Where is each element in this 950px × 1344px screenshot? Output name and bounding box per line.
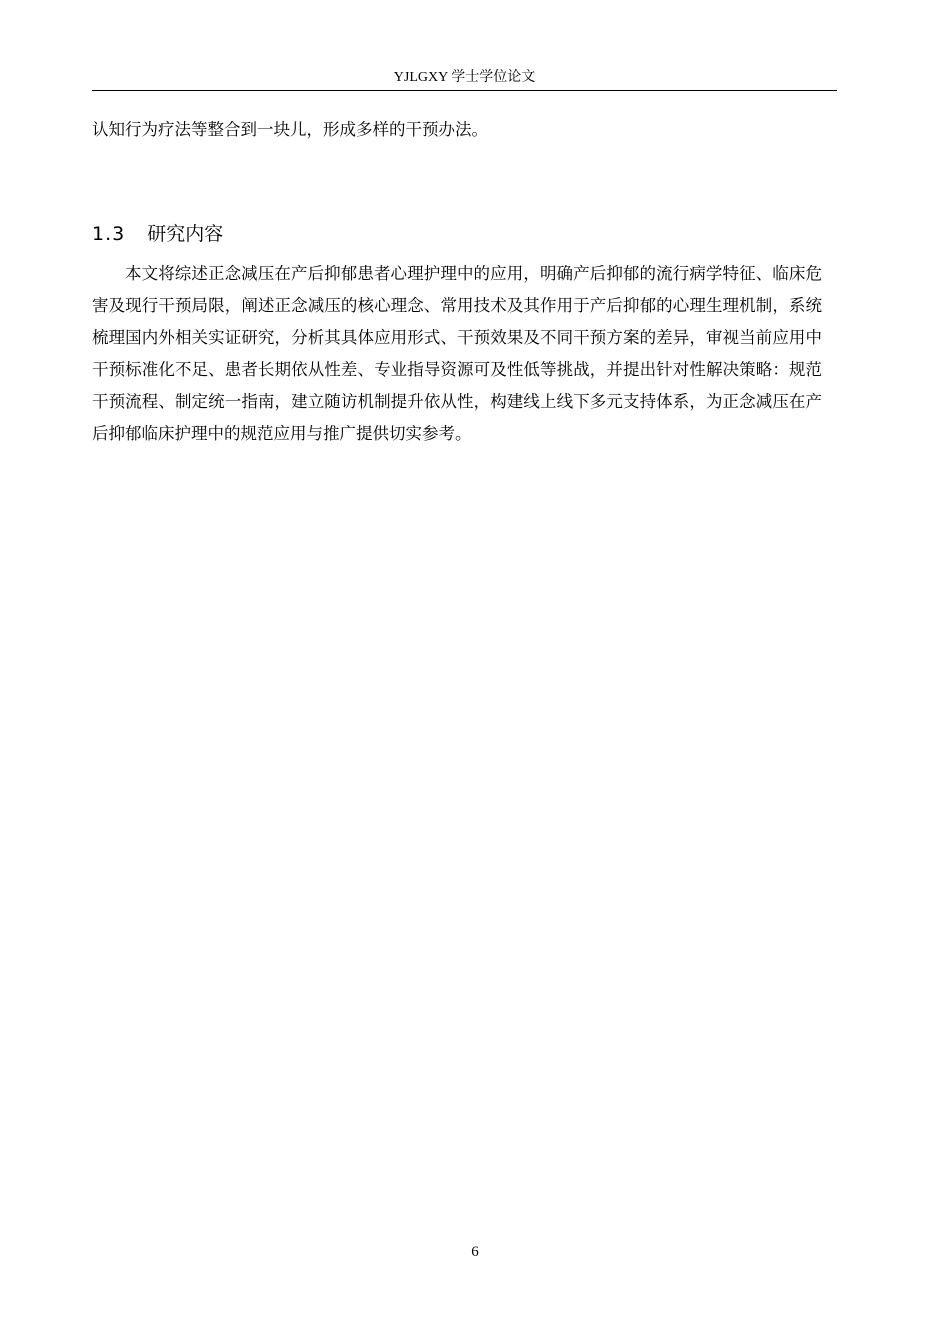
header-title: YJLGXY 学士学位论文 (393, 70, 536, 85)
page-number: 6 (471, 1244, 479, 1260)
section-body (92, 258, 822, 450)
section-number: 1.3 (92, 223, 126, 245)
section-heading (92, 218, 223, 250)
continuation-paragraph: 认知行为疗法等整合到一块儿，形成多样的干预办法。 (92, 120, 488, 139)
continuation-block (92, 114, 822, 146)
running-header (92, 68, 837, 91)
section-title: 研究内容 (147, 223, 224, 245)
body-paragraph: 本文将综述正念减压在产后抑郁患者心理护理中的应用，明确产后抑郁的流行病学特征、临床危害及现行干预局限，阐述正念减压的核心理念、常用技术及其作用于产后抑郁的心理生理机制，系统梳理国内外相关实证研究，分析其具体应用形式、干预效果及不同干预方案的差异，审视当前应用中干预标准化不足、患者长期依从性差、专业指导资源可及性低等挑战，并提出针对性解决策略：规范干预流程、制定统一指南，建立随访机制提升依从性，构建线上线下多元支持体系，为正念减压在产后抑郁临床护理中的规范应用与推广提供切实参考。 (92, 264, 822, 443)
